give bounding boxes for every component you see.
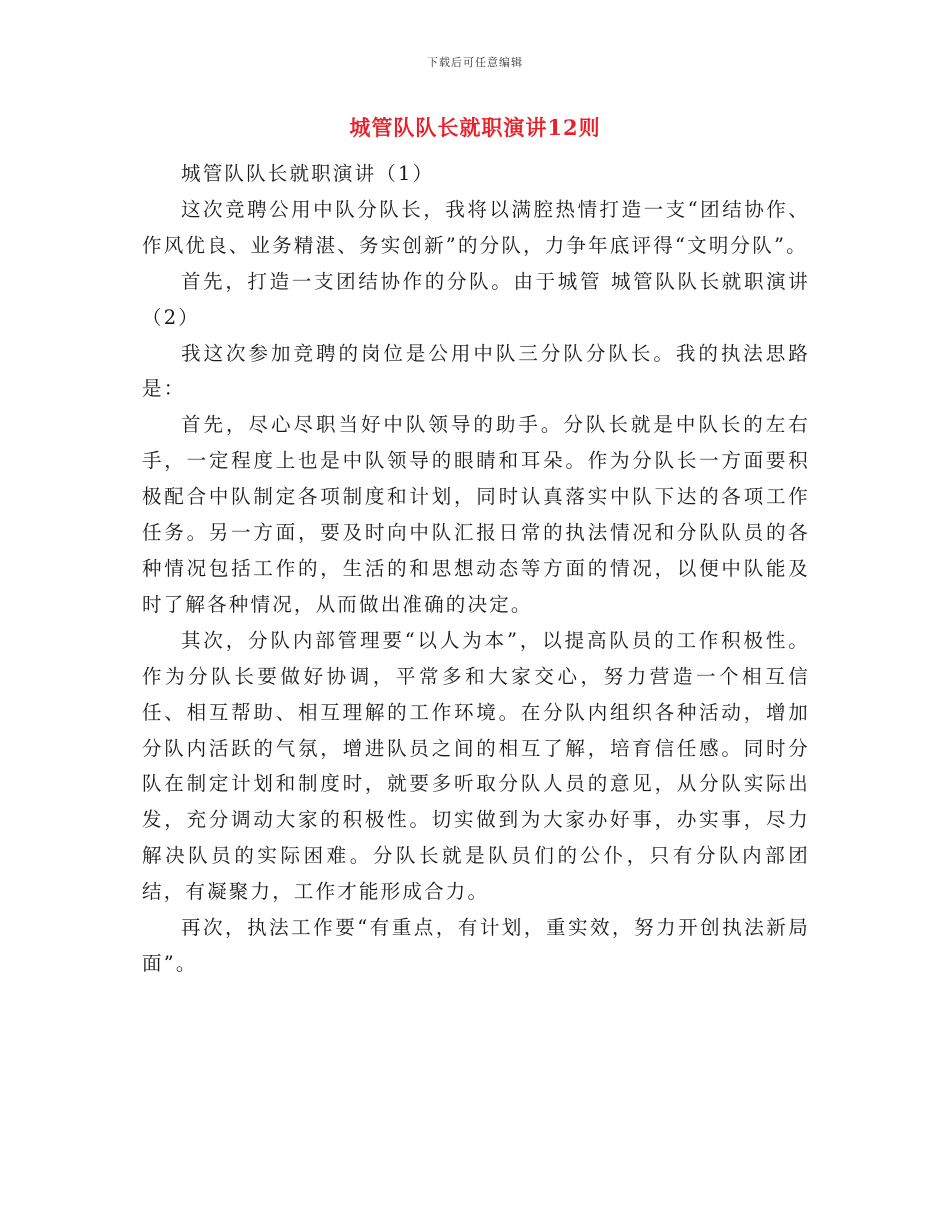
paragraph: 再次，执法工作要“有重点，有计划，重实效，努力开创执法新局面”。 <box>142 916 810 975</box>
paragraph: 这次竞聘公用中队分队长，我将以满腔热情打造一支“团结协作、作风优良、业务精湛、务实创新”的分队，力争年底评得“文明分队”。 <box>142 197 810 257</box>
paragraph: 首先，打造一支团结协作的分队。由于城管 城管队队长就职演讲（2） <box>142 269 810 329</box>
paragraph-subtitle-1: 城管队队长就职演讲（1） <box>181 162 435 185</box>
paragraph: 首先，尽心尽职当好中队领导的助手。分队长就是中队长的左右手，一定程度上也是中队领导的眼睛和耳朵。作为分队长一方面要积极配合中队制定各项制度和计划，同时认真落实中队下达的各项工作任务。另一方面，要及时向中队汇报日常的执法情况和分队队员的各种情况包括工作的，生活的和思想动态等方面的情况，以便中队能及时了解各种情况，从而做出准确的决定。 <box>142 413 810 616</box>
document-body <box>142 156 810 982</box>
document-title: 城管队队长就职演讲12则 <box>349 115 601 140</box>
paragraph: 我这次参加竞聘的岗位是公用中队三分队分队长。我的执法思路是： <box>142 341 810 401</box>
header-note: 下载后可任意编辑 <box>427 56 523 69</box>
paragraph: 其次，分队内部管理要“以人为本”，以提高队员的工作积极性。作为分队长要做好协调，平常多和大家交心，努力营造一个相互信任、相互帮助、相互理解的工作环境。在分队内组织各种活动，增加分队内活跃的气氛，增进队员之间的相互了解，培育信任感。同时分队在制定计划和制度时，就要多听取分队人员的意见，从分队实际出发，充分调动大家的积极性。切实做到为大家办好事，办实事，尽力解决队员的实际困难。分队长就是队员们的公仆，只有分队内部团结，有凝聚力，工作才能形成合力。 <box>142 628 810 904</box>
